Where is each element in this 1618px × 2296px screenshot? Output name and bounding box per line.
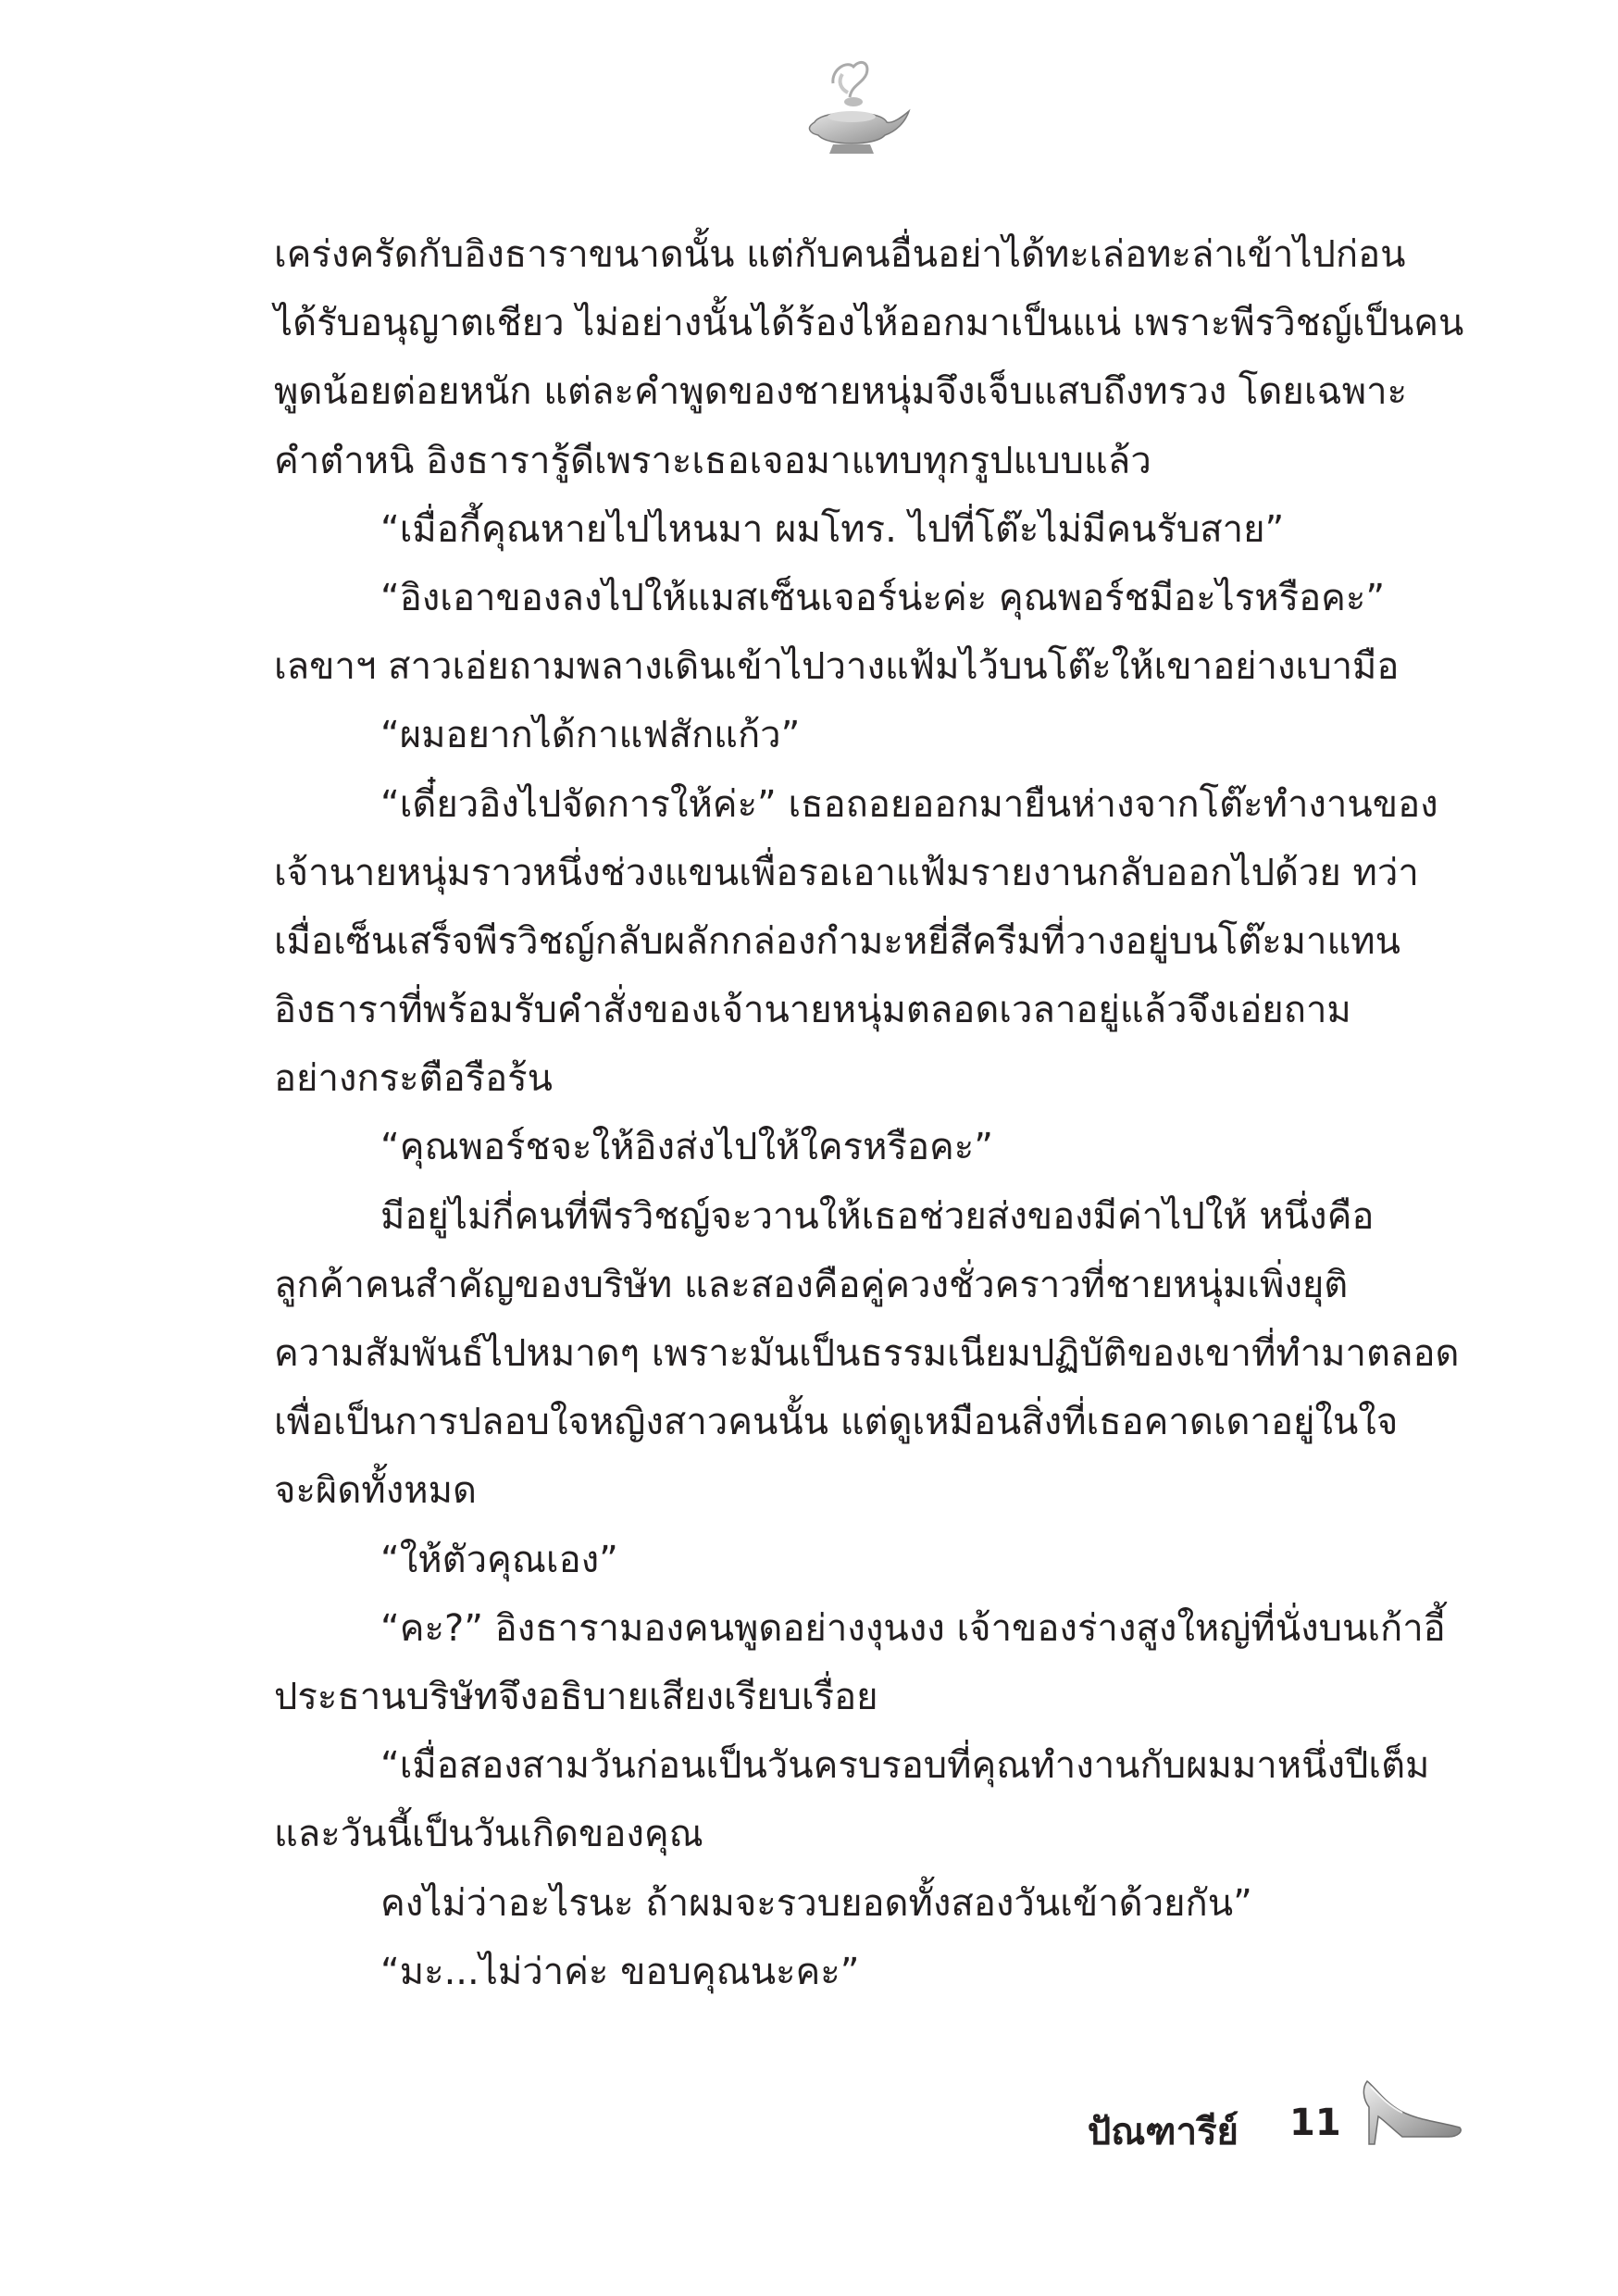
body-text bbox=[274, 220, 1464, 2006]
text-line: อิงธาราที่พร้อมรับคำสั่งของเจ้านายหนุ่มตลอดเวลาอยู่แล้วจึงเอ่ยถาม bbox=[274, 989, 1351, 1032]
text-line: ลูกค้าคนสำคัญของบริษัท และสองคือคู่ควงชั่วคราวที่ชายหนุ่มเพิ่งยุติ bbox=[274, 1263, 1349, 1306]
text-line: จะผิดทั้งหมด bbox=[274, 1469, 477, 1513]
text-line: “เมื่อกี้คุณหายไปไหนมา ผมโทร. ไปที่โต๊ะไม่มีคนรับสาย” bbox=[380, 507, 1285, 551]
text-line: “ผมอยากได้กาแฟสักแก้ว” bbox=[380, 714, 801, 757]
text-line: เลขาฯ สาวเอ่ยถามพลางเดินเข้าไปวางแฟ้มไว้บนโต๊ะให้เขาอย่างเบามือ bbox=[274, 645, 1400, 689]
text-line: “อิงเอาของลงไปให้แมสเซ็นเจอร์น่ะค่ะ คุณพอร์ชมีอะไรหรือคะ” bbox=[380, 576, 1386, 619]
text-line: เพื่อเป็นการปลอบใจหญิงสาวคนนั้น แต่ดูเหมือนสิ่งที่เธอคาดเดาอยู่ในใจ bbox=[274, 1401, 1399, 1444]
text-line: มีอยู่ไม่กี่คนที่พีรวิชญ์จะวานให้เธอช่วยส่งของมีค่าไปให้ หนึ่งคือ bbox=[380, 1194, 1375, 1238]
text-line: อย่างกระตือรือร้น bbox=[274, 1057, 553, 1101]
text-line: คำตำหนิ อิงธารารู้ดีเพราะเธอเจอมาแทบทุกรูปแบบแล้ว bbox=[274, 439, 1151, 482]
text-line: คงไม่ว่าอะไรนะ ถ้าผมจะรวบยอดทั้งสองวันเข้าด้วยกัน” bbox=[380, 1881, 1252, 1925]
text-line: เจ้านายหนุ่มราวหนึ่งช่วงแขนเพื่อรอเอาแฟ้มรายงานกลับออกไปด้วย ทว่า bbox=[274, 851, 1419, 894]
text-line: “คุณพอร์ชจะให้อิงส่งไปให้ใครหรือคะ” bbox=[380, 1126, 993, 1169]
text-line: เมื่อเซ็นเสร็จพีรวิชญ์กลับผลักกล่องกำมะหยี่สีครีมที่วางอยู่บนโต๊ะมาแทน bbox=[274, 919, 1400, 963]
high-heel-shoe-icon bbox=[1347, 2074, 1467, 2148]
text-line: ประธานบริษัทจึงอธิบายเสียงเรียบเรื่อย bbox=[274, 1675, 878, 1718]
text-line: “ให้ตัวคุณเอง” bbox=[380, 1538, 618, 1581]
text-line: “เดี๋ยวอิงไปจัดการให้ค่ะ” เธอถอยออกมายืนห่างจากโต๊ะทำงานของ bbox=[380, 782, 1438, 826]
text-line: “คะ?” อิงธารามองคนพูดอย่างงุนงง เจ้าของร่างสูงใหญ่ที่นั่งบนเก้าอี้ bbox=[380, 1606, 1446, 1650]
text-line: และวันนี้เป็นวันเกิดของคุณ bbox=[274, 1813, 703, 1856]
text-line: “มะ...ไม่ว่าค่ะ ขอบคุณนะคะ” bbox=[380, 1950, 860, 1993]
text-line: พูดน้อยต่อยหนัก แต่ละคำพูดของชายหนุ่มจึงเจ็บแสบถึงทรวง โดยเฉพาะ bbox=[274, 370, 1408, 414]
text-line: ความสัมพันธ์ไปหมาดๆ เพราะมันเป็นธรรมเนียมปฏิบัติของเขาที่ทำมาตลอด bbox=[274, 1332, 1460, 1375]
magic-lamp-ornament-icon bbox=[796, 56, 916, 167]
text-line: “เมื่อสองสามวันก่อนเป็นวันครบรอบที่คุณทำงานกับผมมาหนึ่งปีเต็ม bbox=[380, 1744, 1430, 1788]
text-line: ได้รับอนุญาตเชียว ไม่อย่างนั้นได้ร้องไห้ออกมาเป็นแน่ เพราะพีรวิชญ์เป็นคน bbox=[274, 302, 1464, 345]
book-title: ปัณฑารีย์ bbox=[1087, 2111, 1238, 2153]
text-line: เคร่งครัดกับอิงธาราขนาดนั้น แต่กับคนอื่นอย่าได้ทะเล่อทะล่าเข้าไปก่อน bbox=[274, 233, 1406, 276]
page-number: 11 bbox=[1289, 2102, 1341, 2144]
